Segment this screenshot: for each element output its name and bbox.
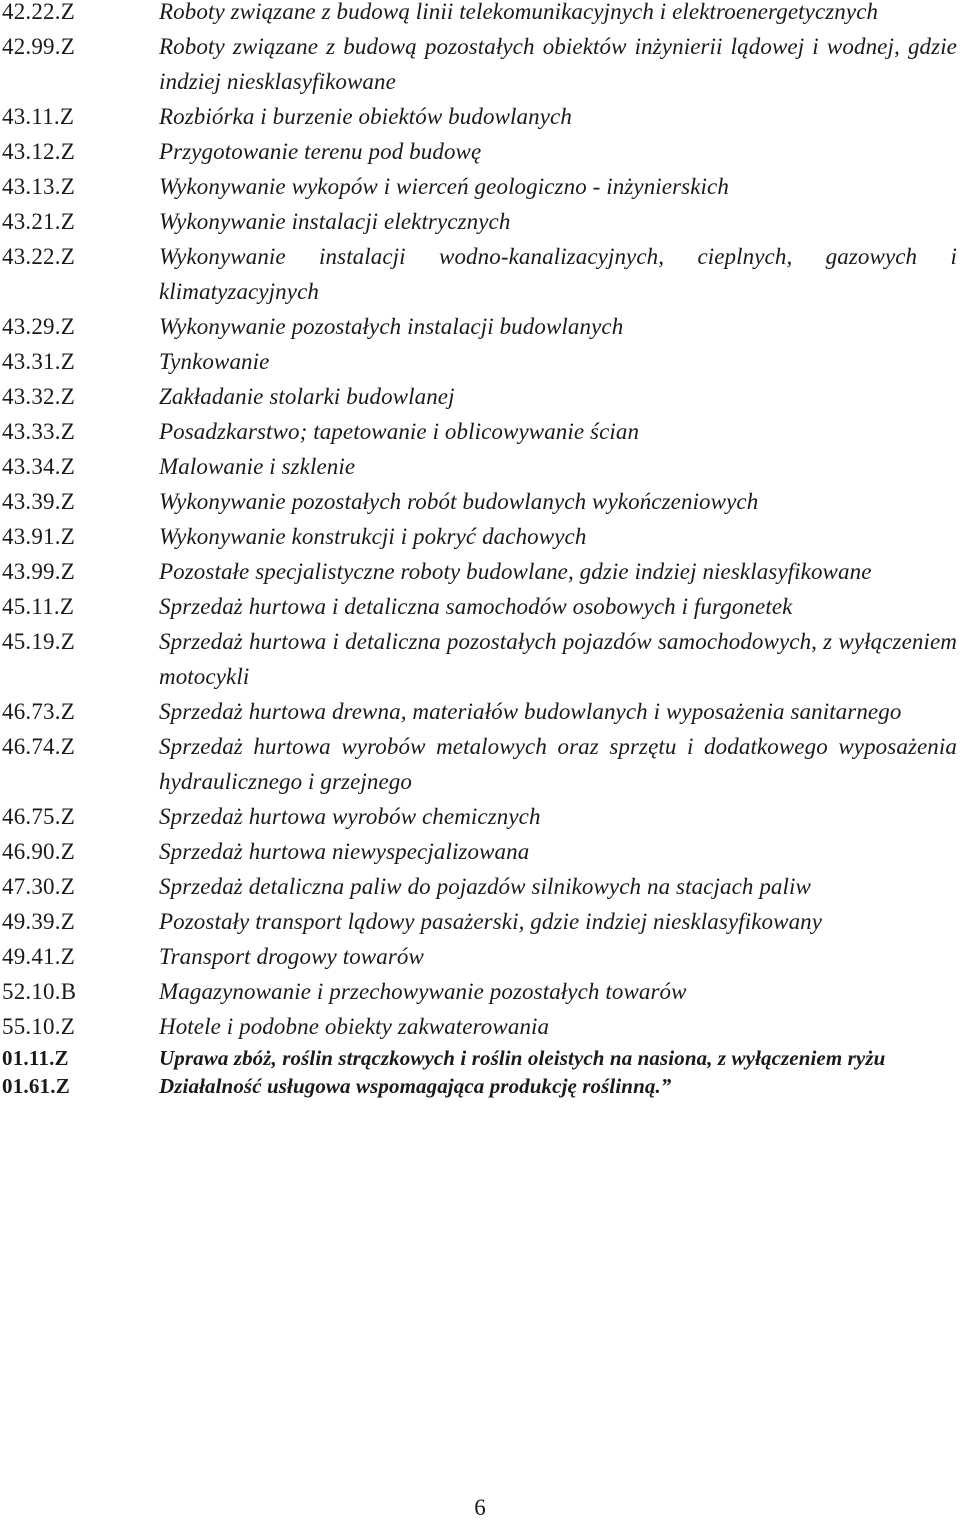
pkd-description: Sprzedaż hurtowa wyrobów metalowych oraz sprzętu i dodatkowego wyposażenia hydraulicznego i grzejnego: [159, 734, 957, 794]
pkd-code: 01.11.Z: [2, 1046, 69, 1070]
pkd-description: Sprzedaż hurtowa i detaliczna pozostałych pojazdów samochodowych, z wyłączeniem motocykli: [159, 629, 957, 689]
list-item: [0, 449, 957, 484]
pkd-description: Hotele i podobne obiekty zakwaterowania: [159, 1014, 550, 1039]
pkd-description: Rozbiórka i burzenie obiektów budowlanych: [159, 104, 572, 129]
pkd-code: 49.39.Z: [2, 909, 75, 934]
pkd-description: Sprzedaż hurtowa i detaliczna samochodów osobowych i furgonetek: [159, 594, 793, 619]
list-item: [0, 729, 957, 799]
pkd-code: 43.31.Z: [2, 349, 75, 374]
pkd-code: 43.32.Z: [2, 384, 75, 409]
pkd-code: 43.21.Z: [2, 209, 75, 234]
pkd-description: Malowanie i szklenie: [159, 454, 356, 479]
pkd-code: 43.29.Z: [2, 314, 75, 339]
list-item: [0, 519, 957, 554]
pkd-code: 43.91.Z: [2, 524, 75, 549]
pkd-description: Magazynowanie i przechowywanie pozostałych towarów: [159, 979, 687, 1004]
list-item: [0, 974, 957, 1009]
list-item: [0, 1072, 957, 1100]
list-item: [0, 169, 957, 204]
list-item: [0, 694, 957, 729]
pkd-code: 43.22.Z: [2, 244, 75, 269]
pkd-code: 46.73.Z: [2, 699, 75, 724]
pkd-description: Sprzedaż hurtowa wyrobów chemicznych: [159, 804, 541, 829]
list-item: [0, 414, 957, 449]
pkd-code: 46.75.Z: [2, 804, 75, 829]
pkd-code: 43.39.Z: [2, 489, 75, 514]
pkd-description: Sprzedaż hurtowa drewna, materiałów budowlanych i wyposażenia sanitarnego: [159, 699, 902, 724]
list-item: [0, 484, 957, 519]
pkd-code: 42.22.Z: [2, 0, 75, 24]
pkd-code: 45.19.Z: [2, 629, 75, 654]
pkd-description: Posadzkarstwo; tapetowanie i oblicowywanie ścian: [159, 419, 640, 444]
list-item: [0, 99, 957, 134]
pkd-code: 01.61.Z: [2, 1074, 70, 1098]
list-item: [0, 379, 957, 414]
pkd-code: 43.13.Z: [2, 174, 75, 199]
pkd-description: Roboty związane z budową linii telekomunikacyjnych i elektroenergetycznych: [159, 0, 879, 24]
list-item: [0, 344, 957, 379]
list-item: [0, 1044, 957, 1072]
pkd-description: Wykonywanie instalacji elektrycznych: [159, 209, 511, 234]
list-item: [0, 869, 957, 904]
pkd-description: Wykonywanie wykopów i wierceń geologiczno - inżynierskich: [159, 174, 729, 199]
pkd-code: 46.90.Z: [2, 839, 75, 864]
pkd-code: 52.10.B: [2, 979, 77, 1004]
list-item: [0, 134, 957, 169]
pkd-description: Pozostałe specjalistyczne roboty budowlane, gdzie indziej niesklasyfikowane: [159, 559, 872, 584]
pkd-code: 43.11.Z: [2, 104, 75, 129]
pkd-description: Działalność usługowa wspomagająca produkcję roślinną.”: [159, 1074, 672, 1098]
pkd-code: 43.12.Z: [2, 139, 75, 164]
page-number: 6: [474, 1495, 486, 1520]
list-item: [0, 239, 957, 309]
list-item: [0, 309, 957, 344]
list-item: [0, 29, 957, 99]
pkd-description: Zakładanie stolarki budowlanej: [159, 384, 455, 409]
pkd-description: Wykonywanie konstrukcji i pokryć dachowych: [159, 524, 587, 549]
pkd-description: Uprawa zbóż, roślin strączkowych i roślin oleistych na nasiona, z wyłączeniem ryżu: [159, 1046, 886, 1070]
list-item: [0, 204, 957, 239]
list-item: [0, 589, 957, 624]
list-item: [0, 554, 957, 589]
pkd-code: 46.74.Z: [2, 734, 75, 759]
pkd-description: Przygotowanie terenu pod budowę: [159, 139, 482, 164]
pkd-code: 45.11.Z: [2, 594, 75, 619]
pkd-description: Sprzedaż detaliczna paliw do pojazdów silnikowych na stacjach paliw: [159, 874, 811, 899]
list-item: [0, 939, 957, 974]
pkd-description: Tynkowanie: [159, 349, 270, 374]
pkd-code: 43.99.Z: [2, 559, 75, 584]
pkd-description: Transport drogowy towarów: [159, 944, 424, 969]
pkd-description: Roboty związane z budową pozostałych obiektów inżynierii lądowej i wodnej, gdzie indziej niesklasyfikowane: [159, 34, 957, 94]
list-item: [0, 834, 957, 869]
pkd-code: 47.30.Z: [2, 874, 75, 899]
list-item: [0, 624, 957, 694]
pkd-code: 43.34.Z: [2, 454, 75, 479]
pkd-description: Wykonywanie pozostałych robót budowlanych wykończeniowych: [159, 489, 759, 514]
list-item: [0, 1009, 957, 1044]
list-item: [0, 0, 957, 29]
pkd-description: Wykonywanie instalacji wodno-kanalizacyjnych, cieplnych, gazowych i klimatyzacyjnych: [159, 244, 957, 304]
pkd-description: Pozostały transport lądowy pasażerski, gdzie indziej niesklasyfikowany: [159, 909, 823, 934]
pkd-description: Wykonywanie pozostałych instalacji budowlanych: [159, 314, 624, 339]
pkd-code: 49.41.Z: [2, 944, 75, 969]
pkd-code: 43.33.Z: [2, 419, 75, 444]
list-item: [0, 904, 957, 939]
pkd-code: 55.10.Z: [2, 1014, 75, 1039]
pkd-description: Sprzedaż hurtowa niewyspecjalizowana: [159, 839, 530, 864]
pkd-code: 42.99.Z: [2, 34, 75, 59]
list-item: [0, 799, 957, 834]
